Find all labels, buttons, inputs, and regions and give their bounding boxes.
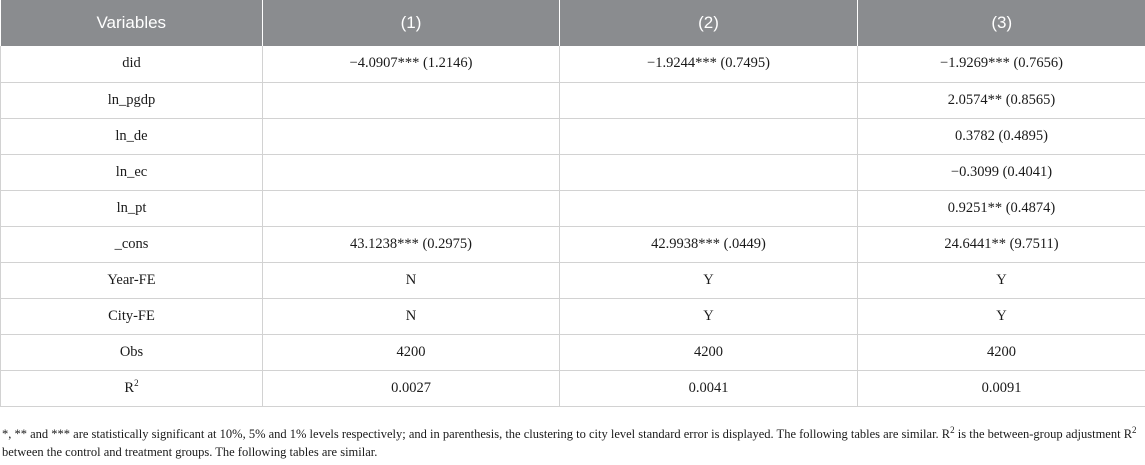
cell-model-3: −1.9269*** (0.7656)	[858, 46, 1145, 82]
table-footnote	[2, 425, 1140, 461]
footnote-text-2: is the between-group adjustment R	[954, 427, 1133, 441]
r-squared-superscript: 2	[134, 377, 139, 388]
table-row	[1, 154, 1145, 190]
cell-model-3: 2.0574** (0.8565)	[858, 82, 1145, 118]
table-row	[1, 298, 1145, 334]
table-body	[1, 46, 1145, 406]
row-label: Obs	[1, 334, 263, 370]
row-label: ln_ec	[1, 154, 263, 190]
cell-model-2	[560, 154, 858, 190]
cell-model-3: 4200	[858, 334, 1145, 370]
header-variables: Variables	[1, 0, 263, 46]
table-row	[1, 190, 1145, 226]
cell-model-1: −4.0907*** (1.2146)	[263, 46, 560, 82]
cell-model-1	[263, 154, 560, 190]
cell-model-3: Y	[858, 298, 1145, 334]
cell-model-2	[560, 118, 858, 154]
header-model-1: (1)	[263, 0, 560, 46]
cell-model-1: N	[263, 262, 560, 298]
cell-model-3: 0.9251** (0.4874)	[858, 190, 1145, 226]
header-model-2: (2)	[560, 0, 858, 46]
row-label: ln_pgdp	[1, 82, 263, 118]
cell-model-3: 0.3782 (0.4895)	[858, 118, 1145, 154]
cell-model-1: 0.0027	[263, 370, 560, 406]
cell-model-2	[560, 82, 858, 118]
cell-model-1: 4200	[263, 334, 560, 370]
table-row	[1, 82, 1145, 118]
table-row	[1, 370, 1145, 406]
cell-model-2	[560, 190, 858, 226]
cell-model-3: 0.0091	[858, 370, 1145, 406]
cell-model-2: Y	[560, 262, 858, 298]
cell-model-2: −1.9244*** (0.7495)	[560, 46, 858, 82]
header-model-3: (3)	[858, 0, 1145, 46]
row-label: did	[1, 46, 263, 82]
r-squared-base: R	[124, 379, 135, 396]
cell-model-3: −0.3099 (0.4041)	[858, 154, 1145, 190]
cell-model-2: 42.9938*** (.0449)	[560, 226, 858, 262]
footnote-superscript-1: 2	[950, 424, 955, 435]
cell-model-3: Y	[858, 262, 1145, 298]
cell-model-2: 4200	[560, 334, 858, 370]
footnote-superscript-2: 2	[1132, 424, 1137, 435]
row-label: City-FE	[1, 298, 263, 334]
footnote-text-1: *, ** and *** are statistically significant at 10%, 5% and 1% levels respectively; and in parenthesis, the clustering to city level standard error is displayed. The following tables are similar. R	[2, 427, 951, 441]
cell-model-3: 24.6441** (9.7511)	[858, 226, 1145, 262]
row-label: ln_de	[1, 118, 263, 154]
row-label	[1, 370, 263, 406]
cell-model-2: 0.0041	[560, 370, 858, 406]
header-row	[1, 0, 1145, 46]
footnote-text-3: between the control and treatment groups. The following tables are similar.	[2, 445, 378, 459]
row-label: _cons	[1, 226, 263, 262]
row-label: Year-FE	[1, 262, 263, 298]
cell-model-1: 43.1238*** (0.2975)	[263, 226, 560, 262]
cell-model-1	[263, 190, 560, 226]
table-header	[1, 0, 1145, 46]
cell-model-1	[263, 118, 560, 154]
table-row	[1, 334, 1145, 370]
table-row	[1, 262, 1145, 298]
table-row	[1, 46, 1145, 82]
cell-model-2: Y	[560, 298, 858, 334]
cell-model-1	[263, 82, 560, 118]
table-row	[1, 226, 1145, 262]
table-row	[1, 118, 1145, 154]
cell-model-1: N	[263, 298, 560, 334]
row-label: ln_pt	[1, 190, 263, 226]
